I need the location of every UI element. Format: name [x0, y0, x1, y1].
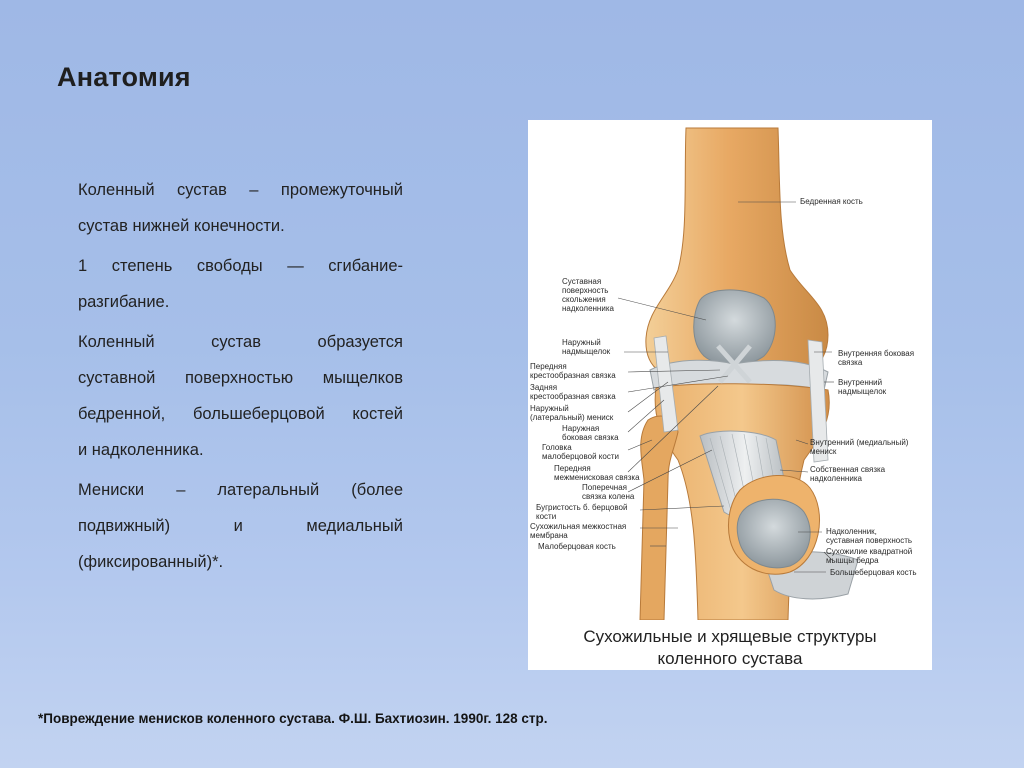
label-anterior-meniscal: Передняя	[554, 464, 591, 473]
text-line: бедренной, большеберцовой костей	[78, 405, 403, 423]
paragraph-1	[78, 172, 403, 244]
label-lateral-meniscus: Наружный	[530, 404, 569, 413]
paragraph-4	[78, 472, 403, 580]
label-interosseous: Сухожильная межкостная	[530, 522, 627, 531]
label-medial-epicondyle: надмыщелок	[838, 387, 887, 396]
label-acl: Передняя	[530, 362, 567, 371]
caption-line: коленного сустава	[657, 649, 803, 668]
body-text	[78, 172, 403, 584]
label-transverse: Поперечная	[582, 483, 627, 492]
label-medial-collateral: связка	[838, 358, 863, 367]
text-line: и надколенника.	[78, 441, 204, 459]
text-line: Коленный сустав образуется	[78, 333, 403, 351]
label-lateral-collateral: Наружная	[562, 424, 600, 433]
figure-caption	[528, 626, 932, 670]
fibula-bone	[640, 416, 678, 620]
label-tibia: Большеберцовая кость	[830, 568, 917, 577]
text-line: (фиксированный)*.	[78, 553, 224, 571]
footnote: *Повреждение менисков коленного сустава. Ф.Ш. Бахтиозин. 1990г. 128 стр.	[38, 711, 548, 726]
label-tuberosity: Бугристость б. берцовой	[536, 503, 628, 512]
label-patellar-surface: надколенника	[562, 304, 614, 313]
label-medial-meniscus: Внутренний (медиальный)	[810, 438, 909, 447]
label-patellar-ligament: Собственная связка	[810, 465, 886, 474]
label-lateral-collateral: боковая связка	[562, 433, 619, 442]
label-pcl: крестообразная связка	[530, 392, 616, 401]
label-patellar-surface: поверхность	[562, 286, 609, 295]
label-lateral-epicondyle: надмыщелок	[562, 347, 611, 356]
knee-anatomy-figure	[528, 120, 932, 670]
label-interosseous: мембрана	[530, 531, 568, 540]
caption-line: Сухожильные и хрящевые структуры	[583, 627, 877, 646]
label-femur: Бедренная кость	[800, 197, 863, 206]
text-line: подвижный) и медиальный	[78, 517, 403, 535]
label-lateral-epicondyle: Наружный	[562, 338, 601, 347]
label-patellar-ligament: надколенника	[810, 474, 862, 483]
label-acl: крестообразная связка	[530, 371, 616, 380]
slide-title: Анатомия	[57, 62, 191, 92]
text-line: 1 степень свободы — сгибание-	[78, 257, 403, 275]
label-transverse: связка колена	[582, 492, 635, 501]
paragraph-2	[78, 248, 403, 320]
paragraph-3	[78, 324, 403, 468]
label-medial-epicondyle: Внутренний	[838, 378, 883, 387]
label-patella: Надколенник,	[826, 527, 877, 536]
label-medial-meniscus: мениск	[810, 447, 837, 456]
label-fibula: Малоберцовая кость	[538, 542, 616, 551]
text-line: Мениски – латеральный (более	[78, 481, 403, 499]
label-pcl: Задняя	[530, 383, 558, 392]
knee-illustration	[528, 120, 932, 620]
label-fibula-head: Головка	[542, 443, 572, 452]
label-quadriceps: Сухожилие квадратной	[826, 547, 913, 556]
text-line: суставной поверхностью мыщелков	[78, 369, 403, 387]
label-medial-collateral: Внутренняя боковая	[838, 349, 915, 358]
label-patella: суставная поверхность	[826, 536, 913, 545]
label-fibula-head: малоберцовой кости	[542, 452, 619, 461]
text-line: сустав нижней конечности.	[78, 217, 285, 235]
label-patellar-surface: скольжения	[562, 295, 606, 304]
text-line: Коленный сустав – промежуточный	[78, 181, 403, 199]
text-line: разгибание.	[78, 293, 170, 311]
patellar-surface-cartilage	[694, 290, 776, 365]
label-patellar-surface: Суставная	[562, 277, 602, 286]
label-anterior-meniscal: межменисковая связка	[554, 473, 640, 482]
label-lateral-meniscus: (латеральный) мениск	[530, 413, 614, 422]
patella-articular-surface	[737, 499, 810, 568]
label-tuberosity: кости	[536, 512, 557, 521]
label-quadriceps: мышцы бедра	[826, 556, 879, 565]
